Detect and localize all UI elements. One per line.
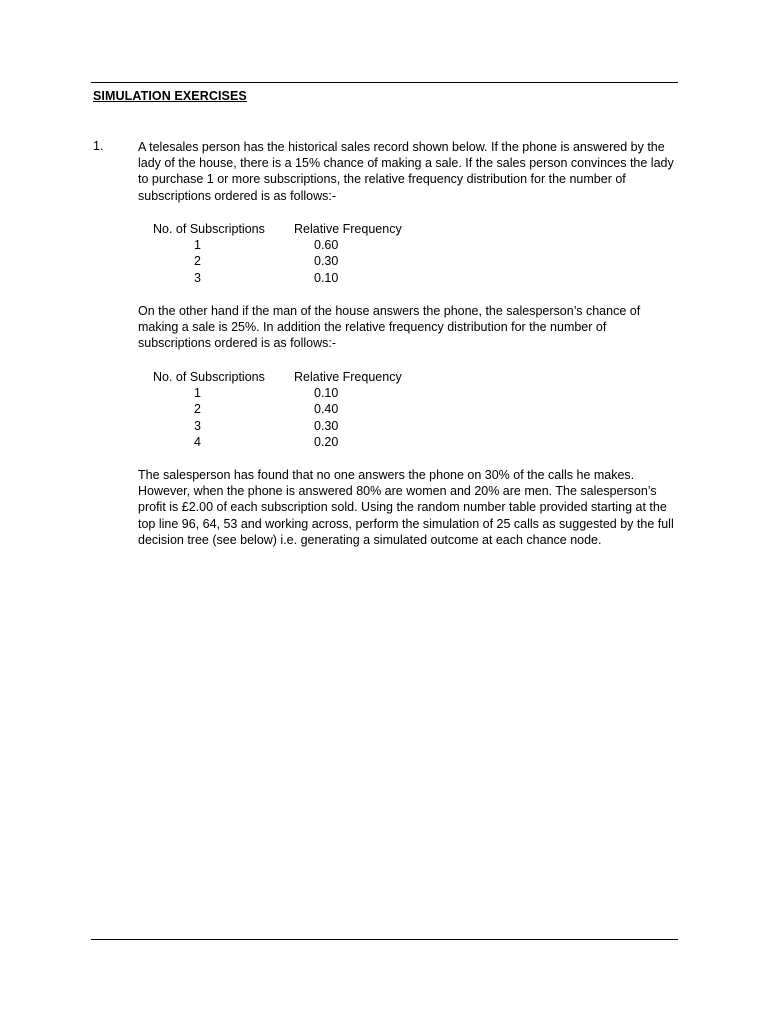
column-header-frequency: Relative Frequency	[294, 370, 402, 384]
frequency-cell: 0.40	[314, 402, 339, 417]
frequency-cell: 0.30	[314, 418, 339, 433]
column-header-subscriptions: No. of Subscriptions	[153, 222, 265, 236]
subscriptions-cell: 3	[194, 418, 201, 433]
subscriptions-cell: 2	[194, 254, 201, 269]
frequency-cell: 0.20	[314, 434, 339, 449]
question-number: 1.	[93, 139, 104, 153]
frequency-cell: 0.10	[314, 270, 339, 285]
man-paragraph: On the other hand if the man of the house answers the phone, the salesperson’s chance of making a sale is 25%. In addition the relative frequency distribution for the number of subscriptions ordered is as follows:-	[138, 304, 641, 351]
bottom-rule	[91, 939, 678, 940]
column-header-frequency: Relative Frequency	[294, 222, 402, 236]
top-rule	[91, 82, 678, 83]
final-paragraph: The salesperson has found that no one answers the phone on 30% of the calls he makes. However, when the phone is answered 80% are women and 20% are men. The salesperson’s profit is £2.00 of each subscription sold. Using the random number table provided starting at the top line 96, 64, 53 and working across, perform the simulation of 25 calls as suggested by the full decision tree (see below) i.e. generating a simulated outcome at each chance node.	[138, 468, 674, 547]
subscriptions-cell: 3	[194, 270, 201, 285]
column-header-subscriptions: No. of Subscriptions	[153, 370, 265, 384]
section-heading: SIMULATION EXERCISES	[93, 89, 247, 103]
subscriptions-cell: 4	[194, 434, 201, 449]
subscriptions-cell: 2	[194, 402, 201, 417]
subscriptions-cell: 1	[194, 386, 201, 401]
frequency-cell: 0.10	[314, 386, 339, 401]
frequency-cell: 0.30	[314, 254, 339, 269]
intro-paragraph: A telesales person has the historical sales record shown below. If the phone is answered by the lady of the house, there is a 15% chance of making a sale. If the sales person convinces the lady to purchase 1 or more subscriptions, the relative frequency distribution for the number of subscriptions ordered is as follows:-	[138, 140, 674, 203]
subscriptions-cell: 1	[194, 238, 201, 253]
frequency-cell: 0.60	[314, 238, 339, 253]
